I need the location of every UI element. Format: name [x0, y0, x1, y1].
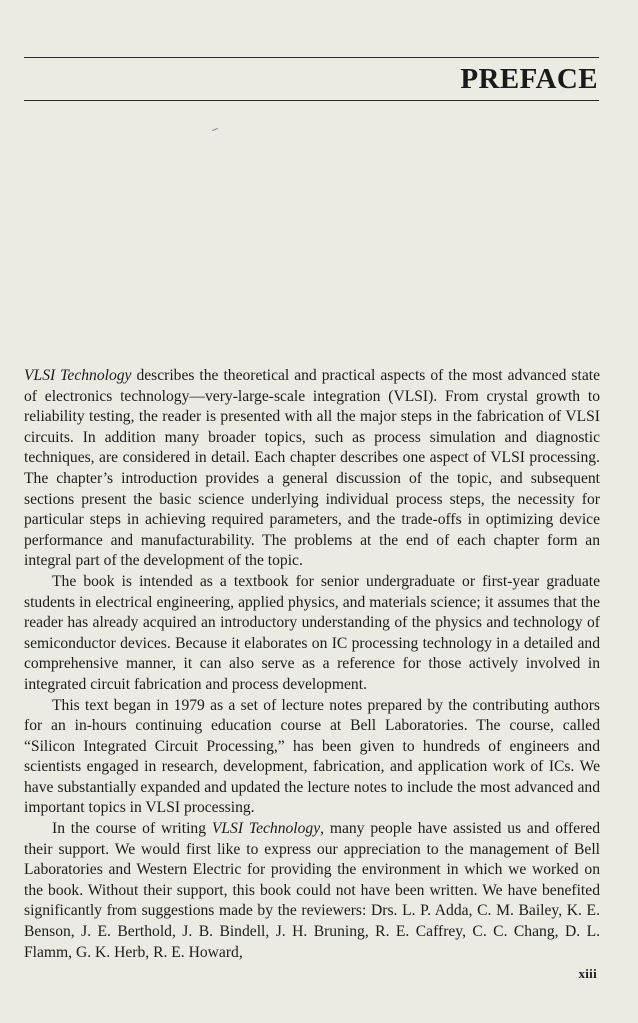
paragraph-1-text: describes the theoretical and practical aspects of the most advanced state of electronics technology—very-large-scale integration (VLSI). From crystal growth to reliability testing, the reader is presented with all the major steps in the fabrication of VLSI circuits. In addition many broader topics, such as process simulation and diagnostic techniques, are considered in detail. Each chapter describes one aspect of VLSI processing. The chapter’s introduction provides a general discussion of the topic, and subsequent sections present the basic science underlying individual process steps, the necessity for particular steps in achieving required parameters, and the trade-offs in optimizing device performance and manufacturability. The problems at the end of each chapter form an integral part of the development of the topic.	[24, 367, 600, 570]
paragraph-3: This text began in 1979 as a set of lecture notes prepared by the contributing authors for an in-hours continuing education course at Bell Laboratories. The course, called “Silicon Integrated Circuit Processing,” has been given to hundreds of engineers and scientists engaged in research, development, fabrication, and application work of ICs. We have substantially expanded and updated the lecture notes to include the most advanced and important topics in VLSI processing.	[24, 696, 600, 817]
title-underline-rule	[24, 100, 599, 101]
paragraph-4-text-start: In the course of writing	[52, 820, 212, 838]
preface-body	[24, 366, 600, 963]
paragraph-1	[24, 366, 600, 572]
paragraph-4-text-end: , many people have assisted us and offered their support. We would first like to express our appreciation to the management of Bell Laboratories and Western Electric for providing the environment in which we worked on the book. Without their support, this book could not have been written. We have benefited significantly from suggestions made by the reviewers: Drs. L. P. Adda, C. M. Bailey, K. E. Benson, J. E. Berthold, J. B. Bindell, J. H. Bruning, R. E. Caffrey, C. C. Chang, D. L. Flamm, G. K. Herb, R. E. Howard,	[24, 820, 600, 961]
paragraph-2: The book is intended as a textbook for senior undergraduate or first-year graduate students in electrical engineering, applied physics, and materials science; it assumes that the reader has already acquired an introductory understanding of the physics and technology of semiconductor devices. Because it elaborates on IC processing technology in a detailed and comprehensive manner, it can also serve as a reference for those actively involved in integrated circuit fabrication and process development.	[24, 572, 600, 693]
paragraph-4	[24, 819, 600, 963]
scan-speck	[212, 128, 218, 131]
page-number: xiii	[578, 966, 597, 981]
book-title-italic: VLSI Technology	[24, 367, 132, 384]
book-title-italic: VLSI Technology	[211, 820, 321, 838]
page-title: PREFACE	[460, 63, 598, 95]
top-rule	[24, 57, 599, 58]
